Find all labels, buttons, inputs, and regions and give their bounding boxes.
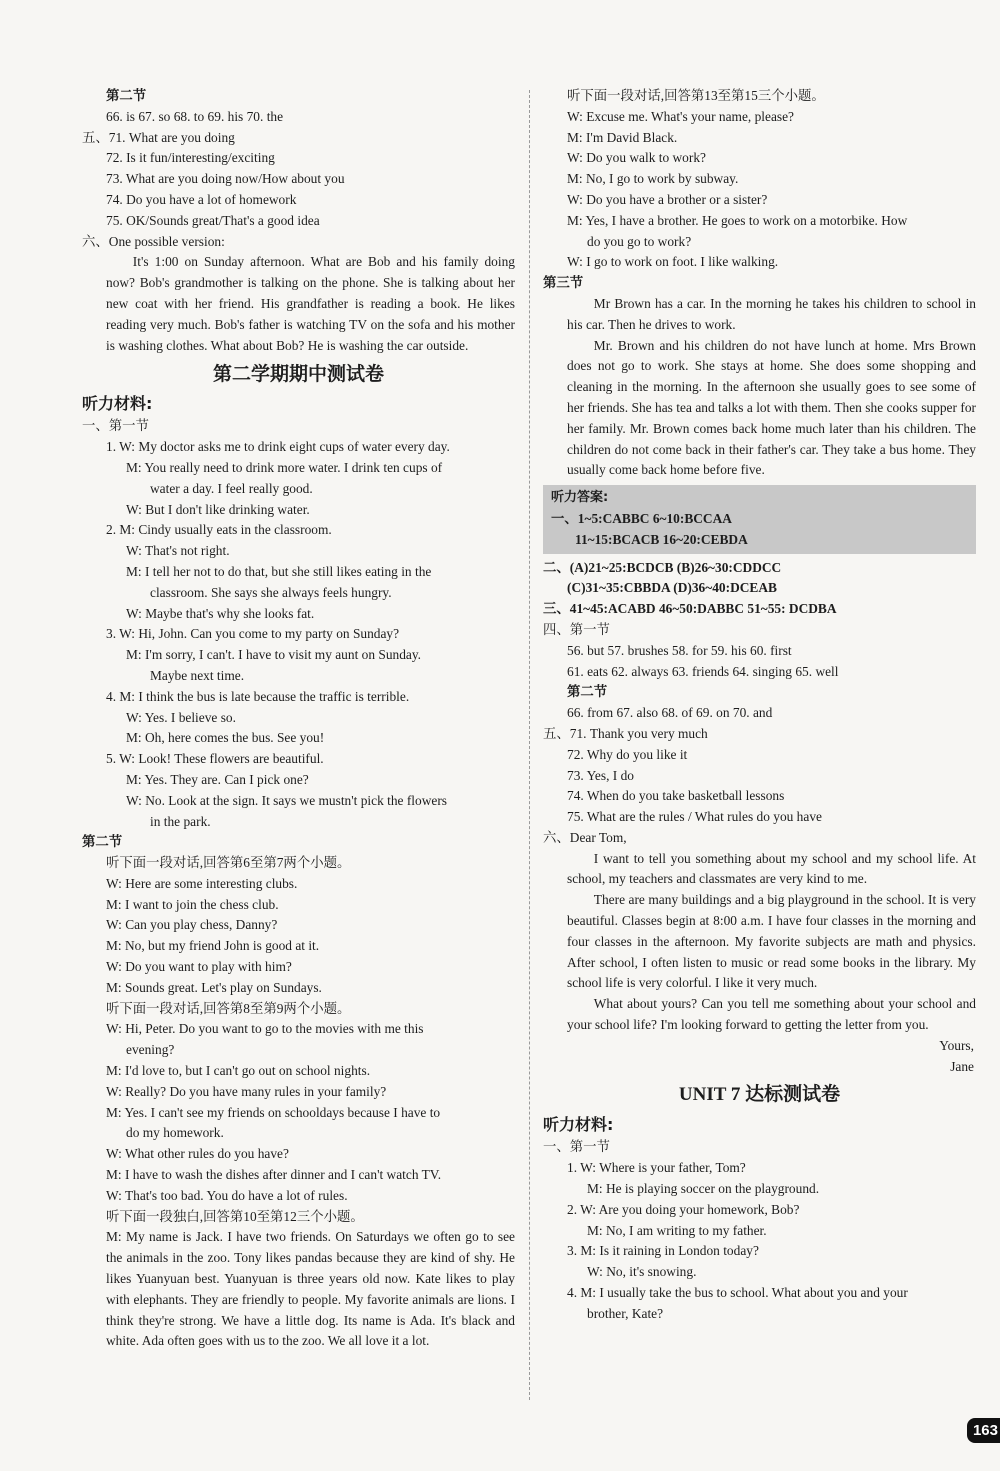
right-line: I want to tell you something about my school and my school life. At school, my teachers and classmates are very kind to me. <box>567 850 976 887</box>
left-line: 75. OK/Sounds great/That's a good idea <box>106 212 320 228</box>
right-line: 二、(A)21~25:BCDCB (B)26~30:CDDCC <box>543 559 782 575</box>
left-line: M: I'm sorry, I can't. I have to visit my aunt on Sunday. <box>126 647 422 663</box>
left-line: 4. M: I think the bus is late because the traffic is terrible. <box>106 688 410 704</box>
left-line: It's 1:00 on Sunday afternoon. What are Bob and his family doing now? Bob's grandmother is talking on the phone. She is talking about her new coat with her friend. His grandfather is reading a book. He likes reading very much. Bob's father is watching TV on the sofa and his mother is washing clothes. What about Bob? He is washing the car outside. <box>106 254 515 353</box>
right-line: do you go to work? <box>587 233 692 249</box>
left-line: W: Really? Do you have many rules in your family? <box>106 1083 387 1099</box>
left-line: W: But I don't like drinking water. <box>126 501 310 517</box>
left-line: M: You really need to drink more water. I drink ten cups of <box>126 459 443 475</box>
left-line: 73. What are you doing now/How about you <box>106 171 345 187</box>
answer-line-1: 一、1~5:CABBC 6~10:BCCAA <box>551 510 732 526</box>
left-line: W: What other rules do you have? <box>106 1146 289 1162</box>
left-line: 一、第一节 <box>82 418 149 434</box>
left-line: 听下面一段对话,回答第6至第7两个小题。 <box>106 855 351 871</box>
left-line: M: I have to wash the dishes after dinner and I can't watch TV. <box>106 1167 442 1183</box>
left-line: do my homework. <box>126 1125 224 1141</box>
left-line: W: Hi, Peter. Do you want to go to the movies with me this <box>106 1021 424 1037</box>
right-line: 2. W: Are you doing your homework, Bob? <box>567 1201 800 1217</box>
left-line: M: No, but my friend John is good at it. <box>106 938 320 954</box>
right-line: 一、第一节 <box>543 1139 610 1155</box>
right-line: M: I'm David Black. <box>567 129 678 145</box>
left-line: 第二节 <box>82 834 123 850</box>
left-line: 66. is 67. so 68. to 69. his 70. the <box>106 108 284 124</box>
right-line: M: No, I am writing to my father. <box>587 1222 767 1238</box>
left-line: 听力材料: <box>82 394 153 414</box>
right-line: W: I go to work on foot. I like walking. <box>567 254 779 270</box>
right-line: 1. W: Where is your father, Tom? <box>567 1160 746 1176</box>
left-line: water a day. I feel really good. <box>150 480 313 496</box>
right-line: M: Yes, I have a brother. He goes to work on a motorbike. How <box>567 212 908 228</box>
left-line: W: Do you want to play with him? <box>106 959 292 975</box>
right-line: W: Do you have a brother or a sister? <box>567 191 768 207</box>
left-line: in the park. <box>150 813 211 829</box>
left-line: 第二学期期中测试卷 <box>212 363 384 386</box>
left-line: 听下面一段独白,回答第10至第12三个小题。 <box>106 1208 364 1224</box>
left-line: 72. Is it fun/interesting/exciting <box>106 150 275 166</box>
right-line: There are many buildings and a big playground in the school. It is very beautiful. Classes begin at 8:00 a.m. I have four classes in the morning and four classes in the afternoon. My favorite subjects are math and physics. After school, I often listen to music or read some books in the library. My school life is very colorful. I like it very much. <box>567 892 976 991</box>
left-line: 1. W: My doctor asks me to drink eight cups of water every day. <box>106 439 450 455</box>
right-line: 3. M: Is it raining in London today? <box>567 1243 759 1259</box>
right-line: brother, Kate? <box>587 1305 664 1321</box>
right-line: (C)31~35:CBBDA (D)36~40:DCEAB <box>567 580 777 596</box>
right-line: 听下面一段对话,回答第13至第15三个小题。 <box>567 88 825 103</box>
left-line: 六、One possible version: <box>82 233 225 249</box>
right-line: W: Excuse me. What's your name, please? <box>567 108 794 124</box>
right-line: 75. What are the rules / What rules do you have <box>567 809 822 825</box>
right-line: 74. When do you take basketball lessons <box>567 788 785 804</box>
right-line: What about yours? Can you tell me something about your school and your school life? I'm looking forward to getting the letter from you. <box>567 996 976 1033</box>
right-line: 三、41~45:ACABD 46~50:DABBC 51~55: DCDBA <box>543 601 837 617</box>
left-line: 2. M: Cindy usually eats in the classroom. <box>106 522 332 538</box>
left-line: W: Yes. I believe so. <box>126 709 236 725</box>
left-line: 74. Do you have a lot of homework <box>106 191 297 207</box>
left-column <box>82 86 515 1352</box>
right-line: Mr. Brown and his children do not have lunch at home. Mrs Brown does not go to work. She stays at home. She does some shopping and cleaning in the morning. In the afternoon she usually goes to see some of her friends. She has tea and talks a lot with them. Then she cooks supper for her family. Mr. Brown comes back home much later than his children. The children do not come back in their father's car. They take a bus home. They usually come back home before five. <box>567 337 976 478</box>
left-line: 3. W: Hi, John. Can you come to my party on Sunday? <box>106 626 400 642</box>
left-line: M: I want to join the chess club. <box>106 896 279 912</box>
right-line: W: No, it's snowing. <box>587 1264 697 1280</box>
right-line: UNIT 7 达标测试卷 <box>678 1084 841 1106</box>
right-line: 五、71. Thank you very much <box>543 725 708 741</box>
left-line: M: Yes. They are. Can I pick one? <box>126 771 309 787</box>
left-line: 听下面一段对话,回答第8至第9两个小题。 <box>106 1000 351 1016</box>
right-column <box>543 86 976 1325</box>
right-line: 第二节 <box>567 684 608 700</box>
answer-box-title: 听力答案: <box>551 490 609 506</box>
right-line: W: Do you walk to work? <box>567 150 706 166</box>
left-line: M: Yes. I can't see my friends on schooldays because I have to <box>106 1104 441 1120</box>
left-line: M: My name is Jack. I have two friends. On Saturdays we often go to see the animals in the zoo. Tony likes pandas because they are kind of shy. He likes Yuanyuan best. Yuanyuan is three years old now. Kate likes to play with elephants. They are friendly to people. My favorite animals are lions. I think they're strong. We have a little dog. Its name is Ada. It's black and white. Ada often goes with us to the zoo. We all love it a lot. <box>106 1229 515 1349</box>
page-number: 163 <box>967 1418 1000 1443</box>
right-line: 第三节 <box>543 275 584 291</box>
left-line: 五、71. What are you doing <box>82 129 235 145</box>
right-line: 六、Dear Tom, <box>543 829 627 845</box>
right-column-bottom <box>543 558 976 1325</box>
left-line: M: I'd love to, but I can't go out on school nights. <box>106 1063 371 1079</box>
left-line: M: Oh, here comes the bus. See you! <box>126 730 325 746</box>
listening-answer-box <box>543 485 976 553</box>
left-line: 5. W: Look! These flowers are beautiful. <box>106 751 324 767</box>
right-line: Mr Brown has a car. In the morning he takes his children to school in his car. Then he drives to work. <box>567 295 976 332</box>
left-line: classroom. She says she always feels hungry. <box>150 584 392 600</box>
left-line: M: I tell her not to do that, but she still likes eating in the <box>126 563 432 579</box>
left-line: Maybe next time. <box>150 667 245 683</box>
left-line: W: That's not right. <box>126 543 230 559</box>
left-line: W: Maybe that's why she looks fat. <box>126 605 315 621</box>
right-line: 66. from 67. also 68. of 69. on 70. and <box>567 705 773 721</box>
answer-line-2: 11~15:BCACB 16~20:CEBDA <box>575 531 748 547</box>
right-line: Yours, <box>939 1037 974 1053</box>
right-line: Jane <box>950 1058 974 1074</box>
right-line: 61. eats 62. always 63. friends 64. singing 65. well <box>567 663 839 679</box>
left-line: W: That's too bad. You do have a lot of rules. <box>106 1187 348 1203</box>
right-line: 听力材料: <box>543 1115 614 1135</box>
right-line: 四、第一节 <box>543 621 610 637</box>
left-line: M: Sounds great. Let's play on Sundays. <box>106 979 322 995</box>
right-line: 4. M: I usually take the bus to school. What about you and your <box>567 1285 908 1301</box>
left-line: evening? <box>126 1042 175 1058</box>
left-line: W: No. Look at the sign. It says we mustn't pick the flowers <box>126 792 448 808</box>
right-line: 72. Why do you like it <box>567 746 688 762</box>
right-line: M: No, I go to work by subway. <box>567 171 739 187</box>
right-line: 73. Yes, I do <box>567 767 634 783</box>
right-line: M: He is playing soccer on the playground. <box>587 1181 820 1197</box>
left-line: W: Can you play chess, Danny? <box>106 917 278 933</box>
left-line: 第二节 <box>106 88 147 103</box>
left-line: W: Here are some interesting clubs. <box>106 875 298 891</box>
column-divider <box>529 90 530 1400</box>
right-column-top <box>543 86 976 481</box>
right-line: 56. but 57. brushes 58. for 59. his 60. first <box>567 642 792 658</box>
